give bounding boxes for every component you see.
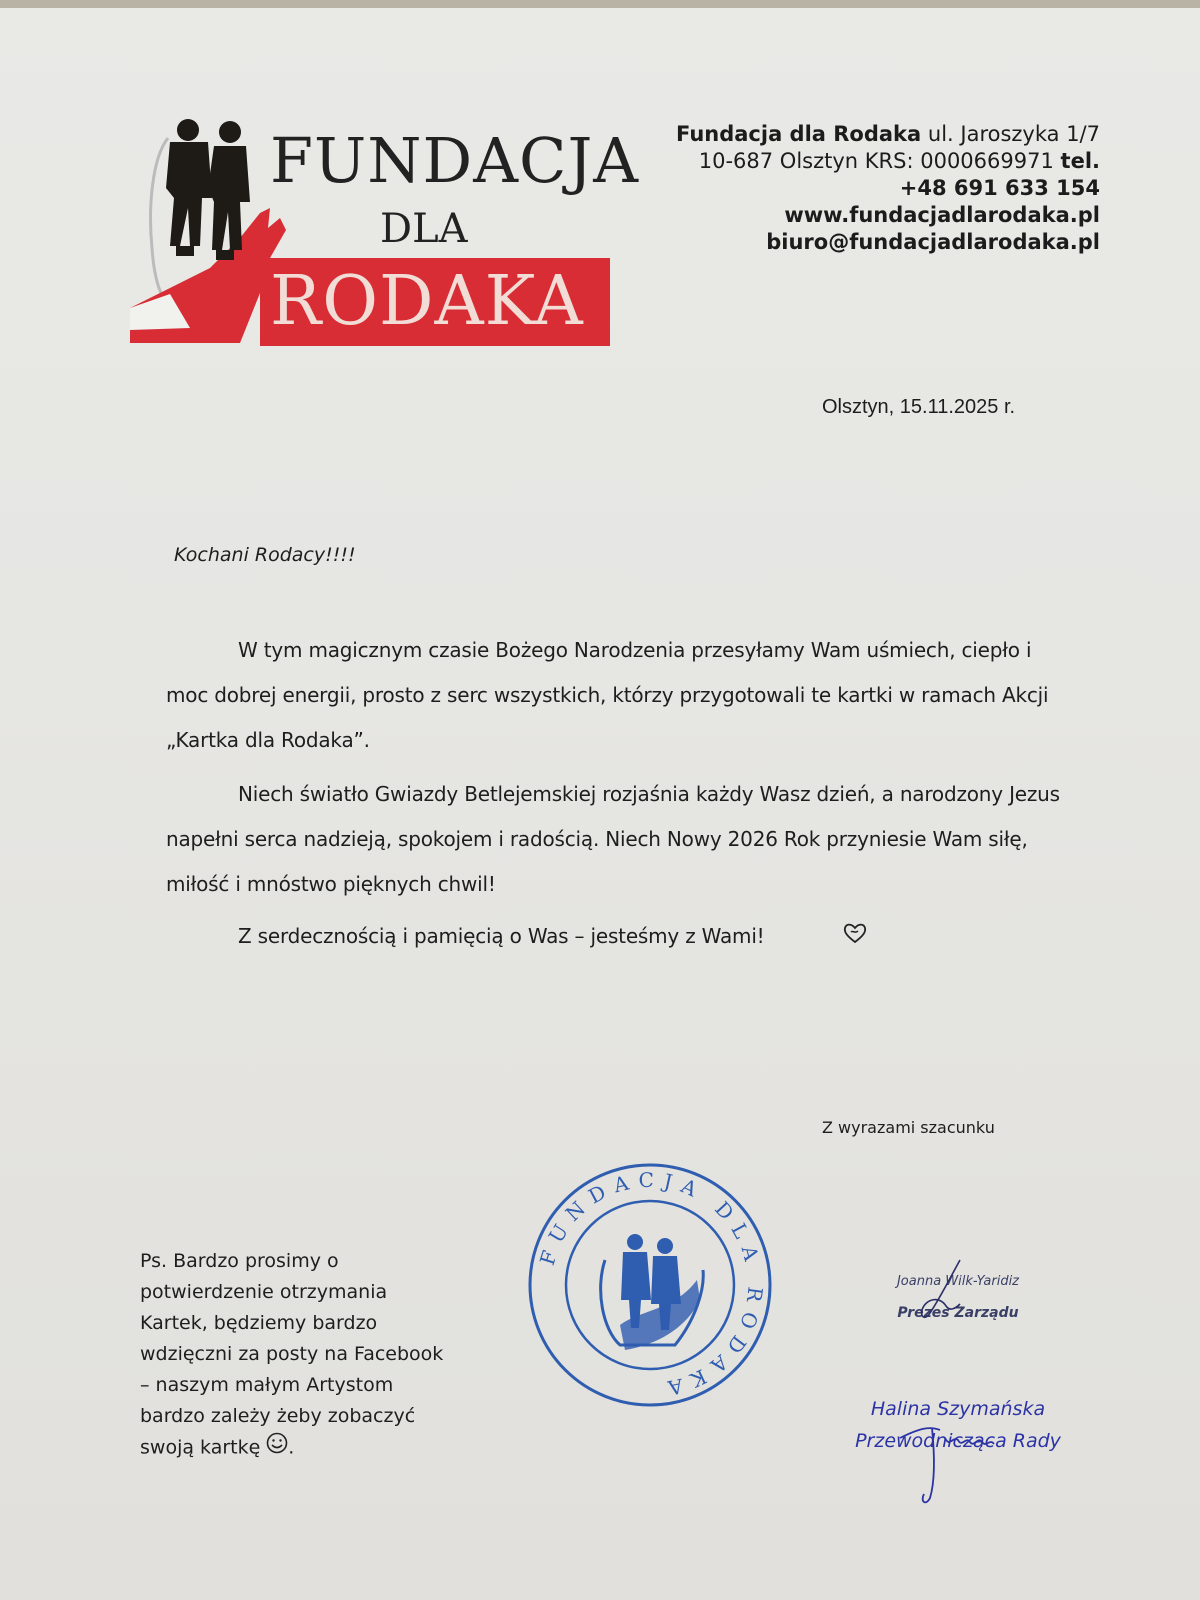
- handwritten-signature-1-icon: [900, 1258, 990, 1328]
- contact-line-2: [620, 148, 1100, 175]
- svg-text:FUNDACJA DLA RODAKA: [535, 1168, 768, 1402]
- postscript-text: Ps. Bardzo prosimy o potwierdzenie otrzymania Kartek, będziemy bardzo wdzięczni za posty na Facebook – naszym małym Artystom bardzo zależy żeby zobaczyć swoją kartkę: [140, 1250, 444, 1459]
- signature-1-role: Prezes Zarządu: [897, 1305, 1019, 1321]
- contact-line-5: [620, 229, 1100, 256]
- logo-word-fundacja: FUNDACJA: [270, 124, 640, 197]
- contact-email: biuro@fundacjadlarodaka.pl: [766, 230, 1100, 254]
- heart-icon: [771, 915, 867, 960]
- signature-2-role: Przewodnicząca Rady: [855, 1430, 1061, 1452]
- letter-paragraph-3: [166, 914, 1076, 960]
- contact-street: ul. Jaroszyka 1/7: [927, 122, 1100, 146]
- letter-greeting: Kochani Rodacy!!!!: [174, 544, 356, 566]
- contact-line-1: [620, 121, 1100, 148]
- contact-website: www.fundacjadlarodaka.pl: [784, 203, 1100, 227]
- contact-org-name: Fundacja dla Rodaka: [676, 122, 922, 146]
- letter-date: Olsztyn, 15.11.2025 r.: [822, 396, 1016, 418]
- closing-regards: Z wyrazami szacunku: [822, 1118, 995, 1137]
- letter-paragraph-3-text: Z serdecznością i pamięcią o Was – jesteśmy z Wami!: [238, 924, 765, 948]
- signature-2-name: Halina Szymańska: [870, 1398, 1046, 1420]
- postscript: Ps. Bardzo prosimy o potwierdzenie otrzymania Kartek, będziemy bardzo wdzięczni za posty na Facebook – naszym małym Artystom bardzo zależy żeby zobaczyć swoją kartkę .: [140, 1246, 450, 1464]
- paper-top-edge: [0, 0, 1200, 8]
- foundation-logo: [130, 118, 640, 348]
- handwritten-signature-2-icon: [890, 1418, 1020, 1508]
- contact-phone: +48 691 633 154: [899, 176, 1100, 200]
- logo-word-rodaka: RODAKA: [270, 262, 584, 341]
- contact-city-krs: 10-687 Olsztyn KRS: 0000669971: [698, 149, 1054, 173]
- letter-paragraph-1: W tym magicznym czasie Bożego Narodzenia przesyłamy Wam uśmiech, ciepło i moc dobrej energii, prosto z serc wszystkich, którzy przygotowali te kartki w ramach Akcji „Kartka dla Rodaka”.: [166, 638, 1049, 752]
- stamp-text: FUNDACJA DLA RODAKA: [534, 1167, 768, 1403]
- contact-line-3: [620, 175, 1100, 202]
- contact-block: [620, 121, 1100, 256]
- signature-1-name: Joanna Wilk-Yaridiz: [896, 1274, 1020, 1289]
- contact-line-4: [620, 202, 1100, 229]
- letter-paragraph-2: Niech światło Gwiazdy Betlejemskiej rozjaśnia każdy Wasz dzień, a narodzony Jezus napełni serca nadzieją, spokojem i radością. Niech Nowy 2026 Rok przyniesie Wam siłę, miłość i mnóstwo pięknych chwil!: [166, 782, 1060, 896]
- logo-word-dla: DLA: [380, 206, 468, 252]
- smile-icon: [266, 1432, 288, 1464]
- foundation-stamp: [525, 1160, 775, 1414]
- contact-tel-label: tel.: [1060, 149, 1100, 173]
- stamp-seal-icon: [525, 1160, 775, 1410]
